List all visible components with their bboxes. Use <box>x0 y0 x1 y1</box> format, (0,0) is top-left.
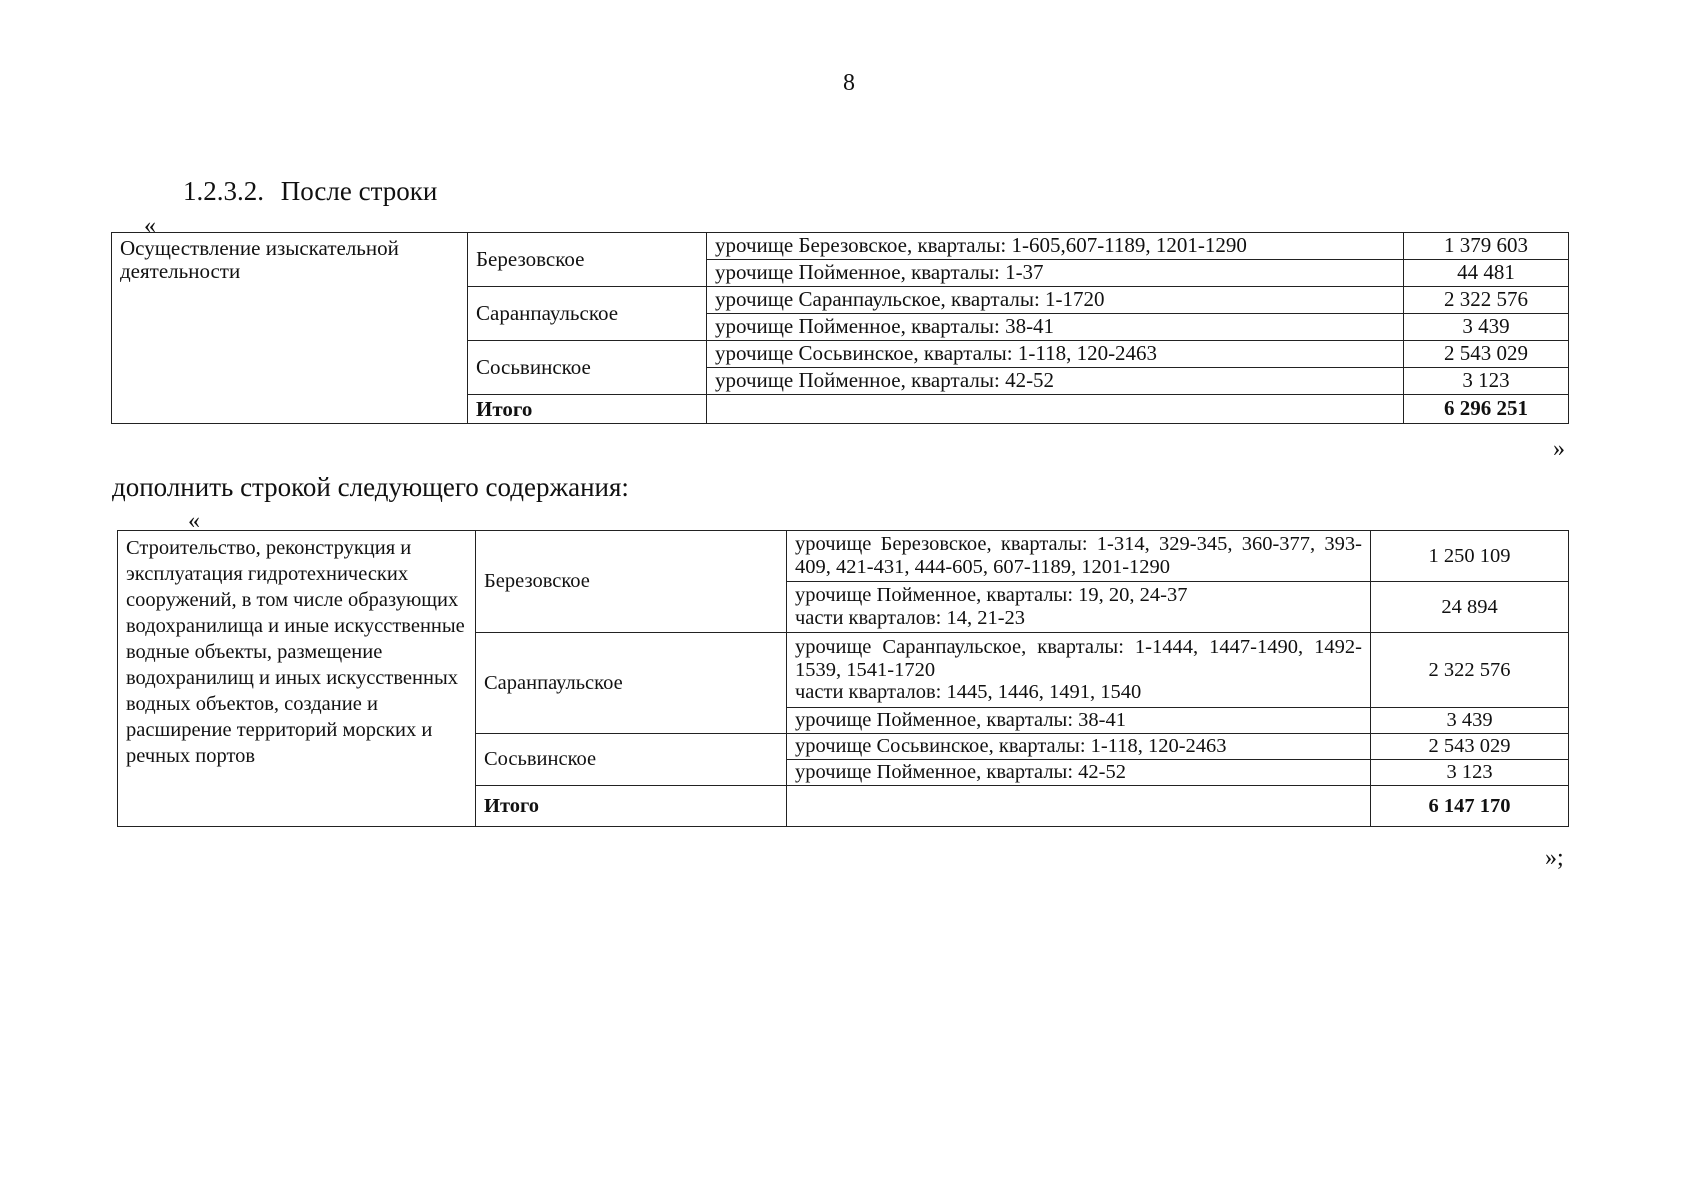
activity-cell: Осуществление изыскательной деятельности <box>112 233 468 424</box>
area-cell: 1 250 109 <box>1371 531 1569 582</box>
location-cell: урочище Пойменное, кварталы: 38-41 <box>787 708 1371 734</box>
location-cell: урочище Пойменное, кварталы: 38-41 <box>707 314 1404 341</box>
forestry-cell: Березовское <box>476 531 787 633</box>
location-cell: урочище Пойменное, кварталы: 1-37 <box>707 260 1404 287</box>
activity-cell: Строительство, реконструкция и эксплуатация гидротехнических сооружений, в том числе образующих водохранилища и иные искусственные водные объекты, размещение водохранилищ и иных искусственных водных объектов, создание и расширение территорий морских и речных портов <box>118 531 476 827</box>
clause-number: 1.2.3.2. <box>183 176 264 206</box>
table-new-row <box>117 530 1569 827</box>
forestry-cell: Саранпаульское <box>476 633 787 734</box>
closing-quote: » <box>1553 436 1565 462</box>
page-number: 8 <box>843 70 855 96</box>
forestry-cell: Сосьвинское <box>468 341 707 395</box>
forestry-cell: Березовское <box>468 233 707 287</box>
area-cell: 3 123 <box>1404 368 1569 395</box>
location-cell: урочище Пойменное, кварталы: 19, 20, 24-37 части кварталов: 14, 21-23 <box>787 582 1371 633</box>
area-cell: 2 322 576 <box>1404 287 1569 314</box>
location-cell: урочище Пойменное, кварталы: 42-52 <box>787 760 1371 786</box>
forestry-cell: Саранпаульское <box>468 287 707 341</box>
area-cell: 44 481 <box>1404 260 1569 287</box>
area-cell: 2 543 029 <box>1404 341 1569 368</box>
closing-quote-final: »; <box>1545 845 1564 871</box>
replacement-text: дополнить строкой следующего содержания: <box>112 472 629 502</box>
table-row <box>118 531 1569 582</box>
area-cell: 2 543 029 <box>1371 734 1569 760</box>
opening-quote: « <box>188 508 200 534</box>
area-cell: 24 894 <box>1371 582 1569 633</box>
area-cell: 1 379 603 <box>1404 233 1569 260</box>
area-cell: 2 322 576 <box>1371 633 1569 708</box>
clause-text: После строки <box>280 176 438 206</box>
table-row <box>112 233 1569 260</box>
clause-heading <box>183 176 437 207</box>
location-cell: урочище Березовское, кварталы: 1-314, 329-345, 360-377, 393-409, 421-431, 444-605, 607-1189, 1201-1290 <box>787 531 1371 582</box>
forestry-cell: Сосьвинское <box>476 734 787 786</box>
location-cell: урочище Березовское, кварталы: 1-605,607-1189, 1201-1290 <box>707 233 1404 260</box>
total-value: 6 147 170 <box>1371 786 1569 827</box>
total-label: Итого <box>476 786 787 827</box>
total-label: Итого <box>468 395 707 424</box>
opening-quote: « <box>144 213 156 239</box>
empty-cell <box>787 786 1371 827</box>
location-cell: урочище Пойменное, кварталы: 42-52 <box>707 368 1404 395</box>
area-cell: 3 439 <box>1371 708 1569 734</box>
empty-cell <box>707 395 1404 424</box>
area-cell: 3 123 <box>1371 760 1569 786</box>
total-value: 6 296 251 <box>1404 395 1569 424</box>
location-cell: урочище Саранпаульское, кварталы: 1-1444, 1447-1490, 1492-1539, 1541-1720 части кварталов: 1445, 1446, 1491, 1540 <box>787 633 1371 708</box>
location-cell: урочище Сосьвинское, кварталы: 1-118, 120-2463 <box>787 734 1371 760</box>
location-cell: урочище Сосьвинское, кварталы: 1-118, 120-2463 <box>707 341 1404 368</box>
area-cell: 3 439 <box>1404 314 1569 341</box>
table-existing-row <box>111 232 1569 424</box>
location-cell: урочище Саранпаульское, кварталы: 1-1720 <box>707 287 1404 314</box>
